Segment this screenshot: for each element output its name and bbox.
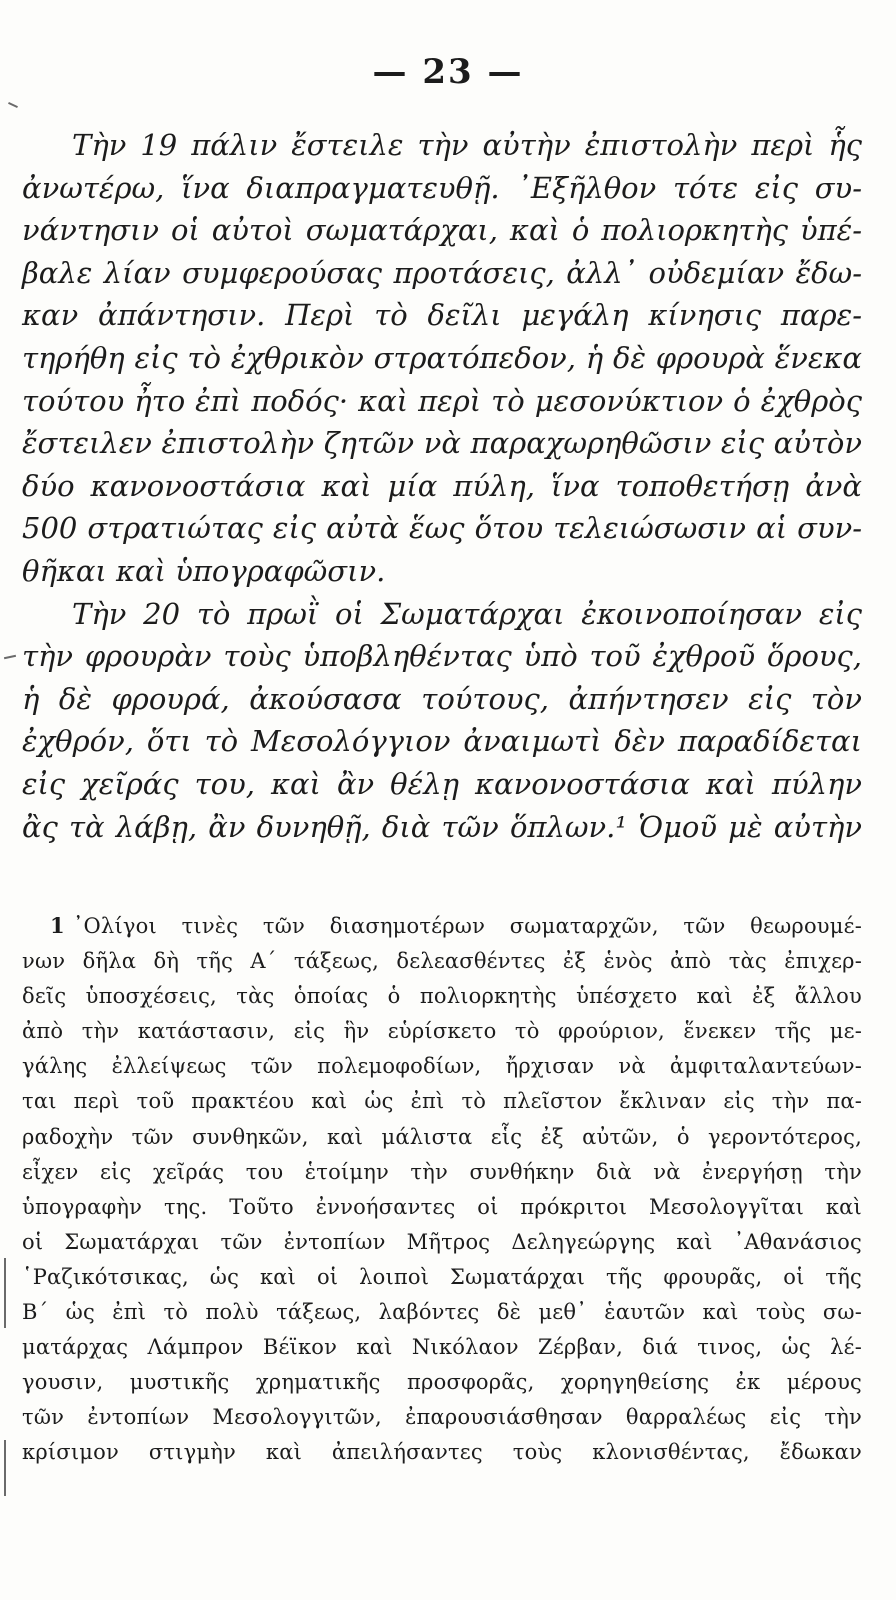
text-line: βαλε λίαν συμφερούσας προτάσεις, ἀλλ᾿ οὐδεμίαν ἔδω- xyxy=(22,255,862,290)
footnote-line: ὑπογραφὴν της. Τοῦτο ἐννοήσαντες οἱ πρόκριτοι Μεσολογγῖται καὶ xyxy=(22,1194,862,1219)
text-line: ἀνωτέρω, ἵνα διαπραγματευθῇ. ᾿Εξῆλθον τότε εἰς συ- xyxy=(22,170,862,205)
footnote-line-text: ᾿Ολίγοι τινὲς τῶν διασημοτέρων σωματαρχῶν, τῶν θεωρουμέ- xyxy=(72,914,862,938)
margin-mark xyxy=(4,655,16,659)
footnote-line: νων δῆλα δὴ τῆς Α΄ τάξεως, δελεασθέντες ἐξ ἑνὸς ἀπὸ τὰς ἐπιχερ- xyxy=(22,949,862,974)
footnote-line: ῾Ραζικότσικας, ὡς καὶ οἱ λοιποὶ Σωματάρχαι τῆς φρουρᾶς, οἱ τῆς xyxy=(22,1264,862,1289)
main-text xyxy=(22,124,862,848)
footnote-line: οἱ Σωματάρχαι τῶν ἐντοπίων Μῆτρος Δεληγεώργης καὶ ᾿Αθανάσιος xyxy=(22,1229,862,1254)
footnote-line: ται περὶ τοῦ πρακτέου καὶ ὡς ἐπὶ τὸ πλεῖστον ἔκλιναν εἰς τὴν πα- xyxy=(22,1089,862,1114)
footnote-line: εἶχεν εἰς χεῖράς του ἑτοίμην τὴν συνθήκην διὰ νὰ ἐνεργήσῃ τὴν xyxy=(22,1159,862,1184)
text-line: νάντησιν οἱ αὐτοὶ σωματάρχαι, καὶ ὁ πολιορκητὴς ὑπέ- xyxy=(22,213,862,248)
footnote-line: κρίσιμον στιγμὴν καὶ ἀπειλήσαντες τοὺς κλονισθέντας, ἔδωκαν xyxy=(22,1440,862,1465)
text-line: Τὴν 20 τὸ πρωῒ οἱ Σωματάρχαι ἐκοινοποίησαν εἰς xyxy=(72,596,862,631)
text-line: εἰς χεῖράς του, καὶ ἂν θέλῃ κανονοστάσια καὶ πύλην xyxy=(22,766,862,801)
footnote-line: γουσιν, μυστικῆς χρηματικῆς προσφορᾶς, χορηγηθείσης ἐκ μέρους xyxy=(22,1370,862,1395)
text-line: ἡ δὲ φρουρά, ἀκούσασα τούτους, ἀπήντησεν εἰς τὸν xyxy=(22,681,862,716)
margin-mark xyxy=(4,1258,6,1328)
footnote-line xyxy=(22,908,862,944)
footnote-line: γάλης ἐλλείψεως τῶν πολεμοφοδίων, ἤρχισαν νὰ ἀμφιταλαντεύων- xyxy=(22,1054,862,1079)
text-line: καν ἀπάντησιν. Περὶ τὸ δεῖλι μεγάλη κίνησις παρε- xyxy=(22,298,862,333)
text-line: δύο κανονοστάσια καὶ μία πύλη, ἵνα τοποθετήσῃ ἀνὰ xyxy=(22,468,862,503)
footnote-line: δεῖς ὑποσχέσεις, τὰς ὁποίας ὁ πολιορκητὴς ὑπέσχετο καὶ ἐξ ἄλλου xyxy=(22,984,862,1009)
footnote-line: ματάρχας Λάμπρον Βέϊκον καὶ Νικόλαον Ζέρβαν, διά τινος, ὡς λέ- xyxy=(22,1335,862,1360)
text-line: τὴν φρουρὰν τοὺς ὑποβληθέντας ὑπὸ τοῦ ἐχθροῦ ὅρους, xyxy=(22,639,862,674)
text-line: ἐχθρόν, ὅτι τὸ Μεσολόγγιον ἀναιμωτὶ δὲν παραδίδεται xyxy=(22,724,862,759)
text-line: ἔστειλεν ἐπιστολὴν ζητῶν νὰ παραχωρηθῶσιν εἰς αὐτὸν xyxy=(22,426,862,461)
footnote-line: τῶν ἐντοπίων Μεσολογγιτῶν, ἐπαρουσιάσθησαν θαρραλέως εἰς τὴν xyxy=(22,1405,862,1430)
margin-mark xyxy=(4,1440,6,1496)
text-line: ἂς τὰ λάβῃ, ἂν δυνηθῇ, διὰ τῶν ὅπλων.¹ Ὁμοῦ μὲ αὐτὴν xyxy=(22,809,862,844)
text-line: Τὴν 19 πάλιν ἔστειλε τὴν αὐτὴν ἐπιστολὴν περὶ ἧς xyxy=(72,128,862,162)
footnote-line: ραδοχὴν τῶν συνθηκῶν, καὶ μάλιστα εἷς ἐξ αὐτῶν, ὁ γεροντότερος, xyxy=(22,1124,862,1149)
text-line: 500 στρατιώτας εἰς αὐτὰ ἕως ὅτου τελειώσωσιν αἱ συν- xyxy=(22,511,862,546)
footnote-line: Β΄ ὡς ἐπὶ τὸ πολὺ τάξεως, λαβόντες δὲ μεθ᾿ ἑαυτῶν καὶ τοὺς σω- xyxy=(22,1300,862,1325)
footnote-marker: 1 xyxy=(50,913,65,938)
page-number: — 23 — xyxy=(372,52,524,92)
text-line: τούτου ἦτο ἐπὶ ποδός· καὶ περὶ τὸ μεσονύκτιον ὁ ἐχθρὸς xyxy=(22,383,862,418)
text-line: τηρήθη εἰς τὸ ἐχθρικὸν στρατόπεδον, ἡ δὲ φρουρὰ ἕνεκα xyxy=(22,340,862,375)
text-line: θῆκαι καὶ ὑπογραφῶσιν. xyxy=(22,553,386,588)
margin-mark xyxy=(8,102,18,108)
footnote xyxy=(22,908,862,1471)
footnote-line: ἀπὸ τὴν κατάστασιν, εἰς ἣν εὑρίσκετο τὸ φρούριον, ἕνεκεν τῆς με- xyxy=(22,1019,862,1044)
